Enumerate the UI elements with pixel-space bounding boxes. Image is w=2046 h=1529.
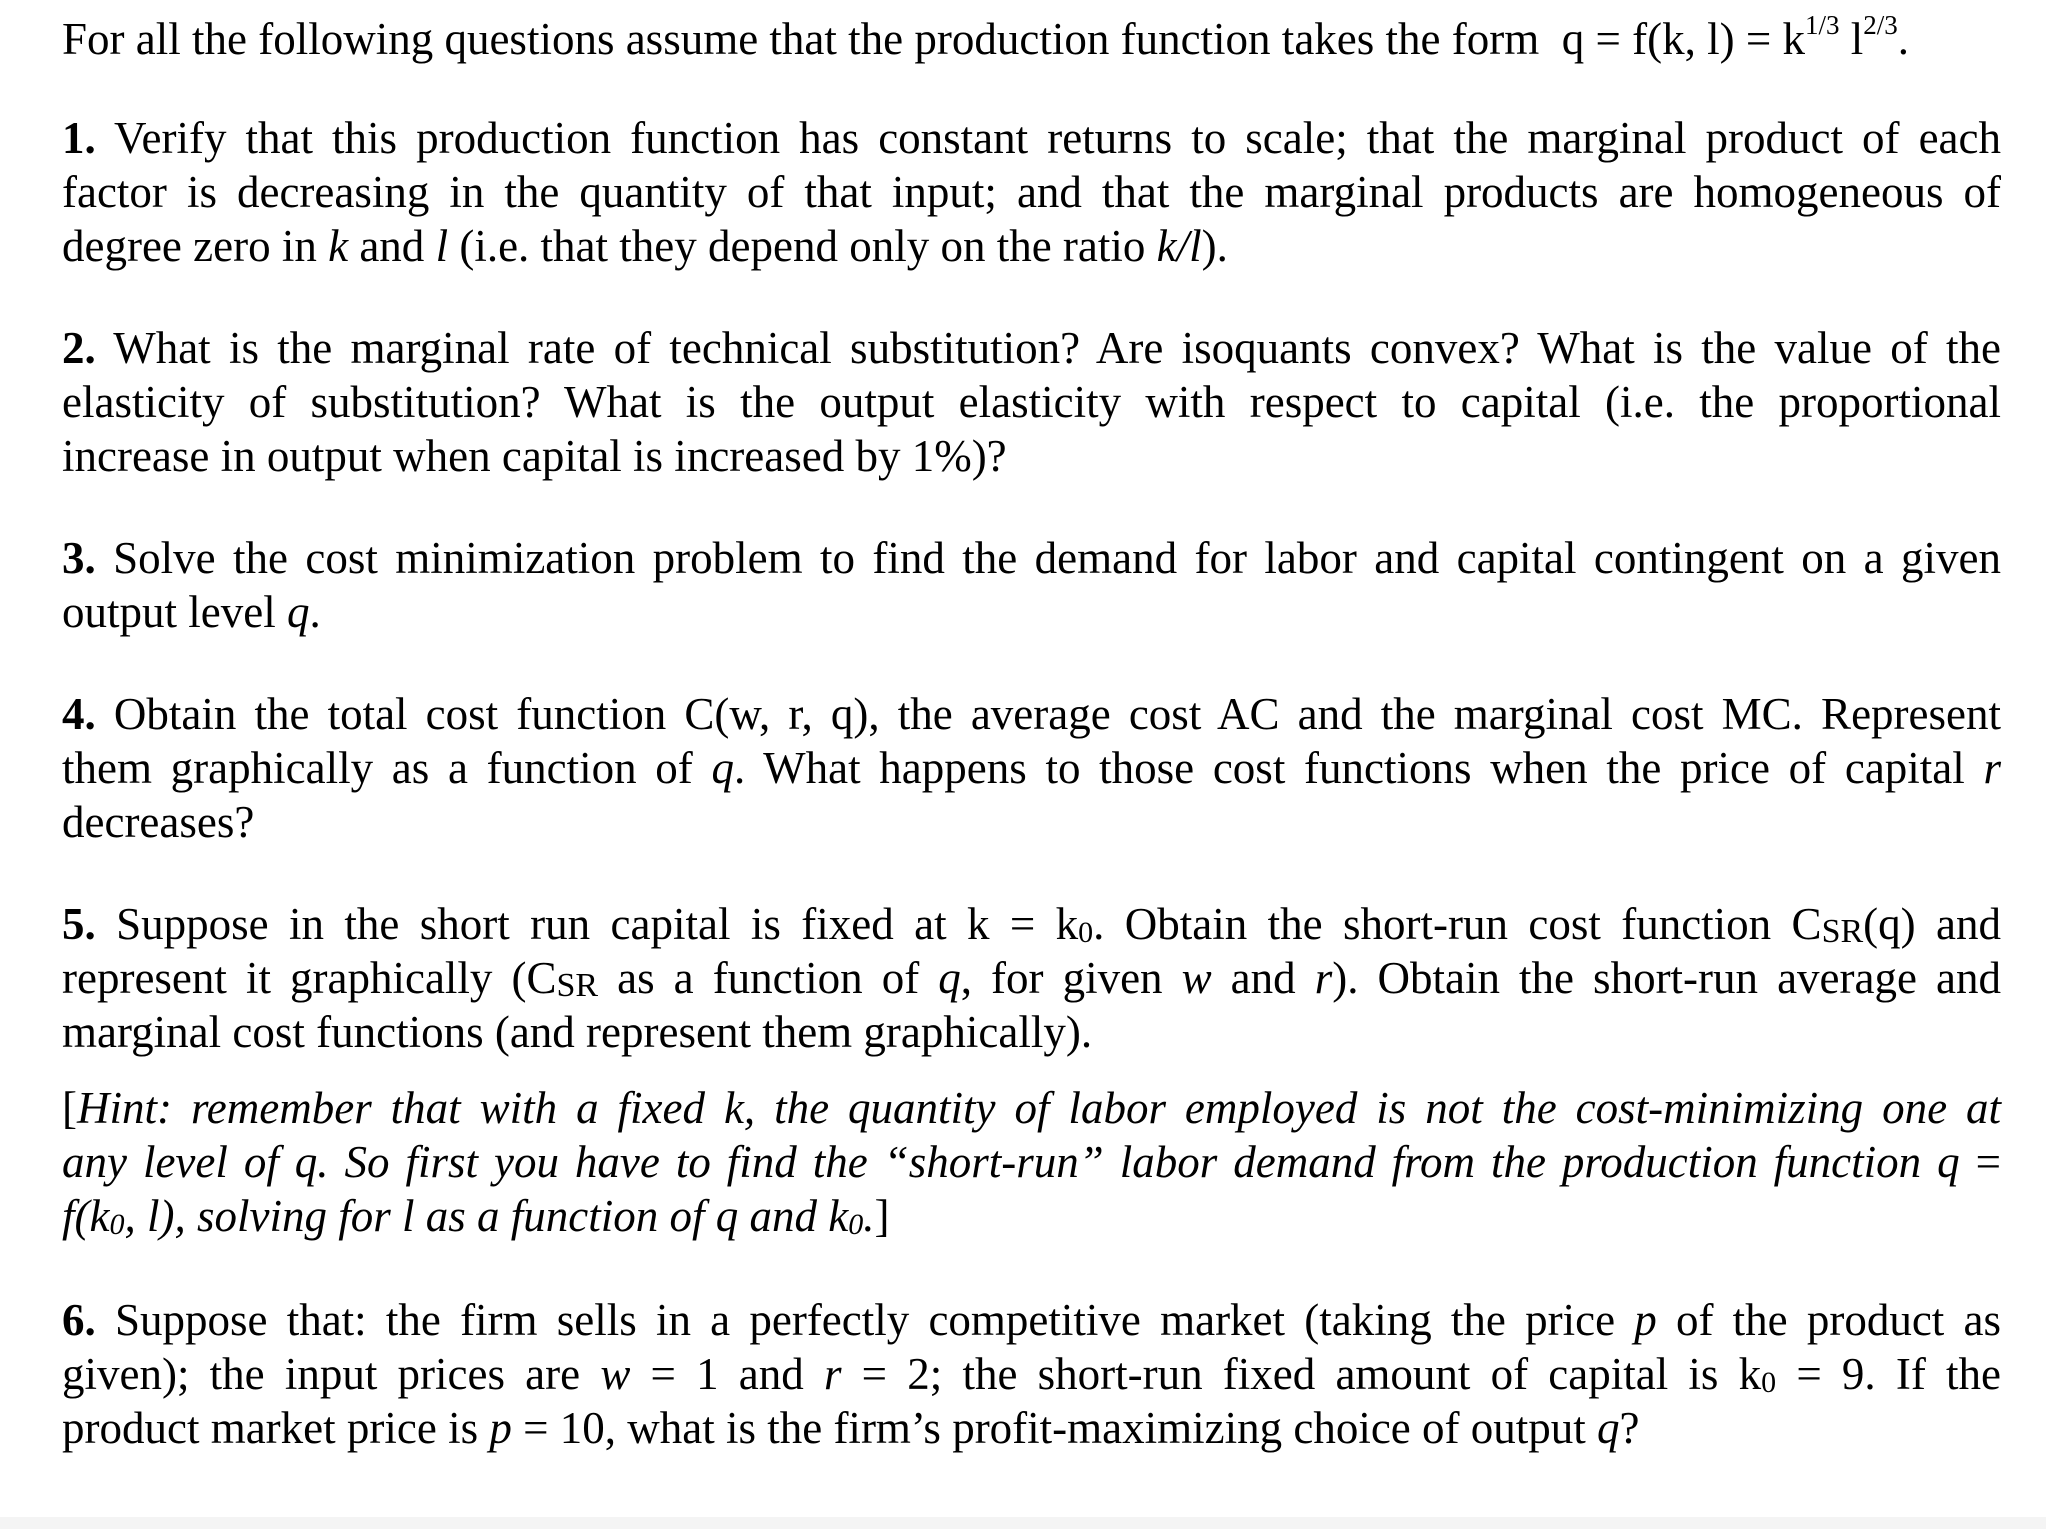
q1-l3-kl: k/l	[1156, 221, 1202, 271]
q5-l2-a: represent it graphically (C	[62, 953, 557, 1003]
formula-l-exponent: 2/3	[1863, 10, 1898, 40]
q1-l3-k: k	[328, 221, 349, 271]
hint-text-2: any level of q. So first you have to find the “short-run” labor demand from the production function q	[62, 1137, 1960, 1187]
hint-l3-c: .	[863, 1191, 875, 1241]
intro-line	[62, 12, 2001, 66]
question-4	[62, 687, 2001, 849]
q5-l2-r: r	[1314, 953, 1333, 1003]
q5-l1-sub0: 0	[1078, 916, 1094, 949]
hint-l3-sub0b: 0	[848, 1208, 864, 1241]
question-1-line-3	[62, 219, 2001, 273]
q5-l2-q: q	[938, 953, 961, 1003]
q4-l2-b: . What happens to those cost functions when the price of capital	[734, 743, 1984, 793]
q6-l3-a: product market price is	[62, 1403, 490, 1453]
hint-line-3	[62, 1189, 2001, 1243]
question-5-line-2	[62, 951, 2001, 1005]
q5-l2-c: , for given	[960, 953, 1182, 1003]
q3-l2-a: output level	[62, 587, 287, 637]
question-1-line-2	[62, 165, 2001, 219]
question-5-text-3: marginal cost functions (and represent them graphically).	[62, 1007, 1093, 1057]
question-6-line-1	[62, 1293, 2001, 1347]
q1-l3-l: l	[435, 221, 449, 271]
hint-equals: =	[1975, 1137, 2001, 1187]
q6-l2-c: = 2; the short-run fixed amount of capital is k	[841, 1349, 1762, 1399]
question-5-number: 5.	[62, 899, 96, 949]
question-2	[62, 321, 2001, 483]
question-4-line-2	[62, 741, 2001, 795]
question-2-line-3	[62, 429, 2001, 483]
q6-l2-b: = 1 and	[630, 1349, 824, 1399]
question-3-line-2	[62, 585, 2001, 639]
hint-open-bracket: [	[62, 1083, 77, 1133]
q5-l1-a: Suppose in the short run capital is fixed at k = k	[116, 899, 1079, 949]
q6-l2-a: given); the input prices are	[62, 1349, 601, 1399]
question-2-text-2: elasticity of substitution? What is the output elasticity with respect to capital (i.e. the proportional	[62, 377, 2001, 427]
q6-l3-q: q	[1597, 1403, 1620, 1453]
question-3	[62, 531, 2001, 639]
hint-paragraph	[62, 1081, 2001, 1243]
q6-l3-b: = 10, what is the firm’s profit-maximizing choice of output	[511, 1403, 1598, 1453]
question-2-line-1	[62, 321, 2001, 375]
question-2-text-1: What is the marginal rate of technical substitution? Are isoquants convex? What is the value of the	[113, 323, 2001, 373]
question-5-line-1	[62, 897, 2001, 951]
question-4-line-3	[62, 795, 2001, 849]
hint-text-1: Hint: remember that with a fixed k, the quantity of labor employed is not the cost-minimizing one at	[77, 1083, 2001, 1133]
q5-l2-w: w	[1181, 953, 1212, 1003]
question-2-text-3: increase in output when capital is increased by 1%)?	[62, 431, 1007, 481]
q4-l2-q: q	[711, 743, 734, 793]
q5-l2-e: ). Obtain the short-run average and	[1332, 953, 2001, 1003]
question-1-line-1	[62, 111, 2001, 165]
formula-lhs: q = f(k, l) = k	[1561, 14, 1805, 64]
q6-l2-w: w	[600, 1349, 631, 1399]
question-4-number: 4.	[62, 689, 96, 739]
q6-l3-c: ?	[1619, 1403, 1640, 1453]
hint-l3-a: f(k	[62, 1191, 110, 1241]
q4-l2-a: them graphically as a function of	[62, 743, 712, 793]
q1-l3-a: degree zero in	[62, 221, 329, 271]
q1-l3-d: ).	[1201, 221, 1228, 271]
formula-end: .	[1897, 14, 1909, 64]
q6-l3-p: p	[489, 1403, 512, 1453]
intro-text: For all the following questions assume that the production function takes the form	[62, 14, 1540, 64]
q6-l2-r: r	[823, 1349, 842, 1399]
question-6-line-3	[62, 1401, 2001, 1455]
q4-l2-r: r	[1983, 743, 2001, 793]
bottom-edge-strip	[0, 1517, 2046, 1529]
hint-close-bracket: ]	[874, 1191, 890, 1241]
question-6	[62, 1293, 2001, 1455]
q5-l2-subsr: SR	[556, 967, 599, 1004]
question-1-text-1: Verify that this production function has constant returns to scale; that the marginal product of each	[114, 113, 2002, 163]
q5-l1-c: (q) and	[1863, 899, 2002, 949]
question-2-line-2	[62, 375, 2001, 429]
formula-l-base: l	[1839, 14, 1864, 64]
question-4-line-1	[62, 687, 2001, 741]
q5-l2-b: as a function of	[598, 953, 939, 1003]
q6-l1-p: p	[1634, 1295, 1657, 1345]
question-4-text-3: decreases?	[62, 797, 255, 847]
question-5	[62, 897, 2001, 1059]
q6-l2-d: = 9. If the	[1776, 1349, 2001, 1399]
question-1-number: 1.	[62, 113, 96, 163]
question-3-line-1	[62, 531, 2001, 585]
q1-l3-b: and	[348, 221, 436, 271]
hint-line-1	[62, 1081, 2001, 1135]
question-1	[62, 111, 2001, 273]
question-4-text-1: Obtain the total cost function C(w, r, q), the average cost AC and the marginal cost MC. Represent	[113, 689, 2001, 739]
hint-line-2	[62, 1135, 2001, 1189]
hint-l3-sub0a: 0	[109, 1208, 125, 1241]
q3-l2-q: q	[286, 587, 310, 637]
intro-paragraph	[62, 12, 2001, 66]
q5-l2-d: and	[1211, 953, 1315, 1003]
question-2-number: 2.	[62, 323, 96, 373]
q3-l2-b: .	[309, 587, 321, 637]
q5-l1-subsr: SR	[1821, 913, 1864, 950]
q6-l2-sub0: 0	[1761, 1366, 1777, 1399]
question-6-number: 6.	[62, 1295, 96, 1345]
question-5-line-3	[62, 1005, 2001, 1059]
q5-l1-b: . Obtain the short-run cost function C	[1093, 899, 1822, 949]
q6-l1-b: of the product as	[1656, 1295, 2001, 1345]
q1-l3-c: (i.e. that they depend only on the ratio	[448, 221, 1157, 271]
question-3-text-1: Solve the cost minimization problem to find the demand for labor and capital contingent on a given	[113, 533, 2002, 583]
question-1-text-2: factor is decreasing in the quantity of that input; and that the marginal products are homogeneous of	[62, 167, 2001, 217]
hint-l3-b: , l), solving for l as a function of q and k	[124, 1191, 849, 1241]
production-function-formula	[1561, 10, 1909, 64]
formula-k-exponent: 1/3	[1804, 10, 1840, 40]
question-3-number: 3.	[62, 533, 96, 583]
question-6-line-2	[62, 1347, 2001, 1401]
q6-l1-a: Suppose that: the firm sells in a perfectly competitive market (taking the price	[114, 1295, 1635, 1345]
